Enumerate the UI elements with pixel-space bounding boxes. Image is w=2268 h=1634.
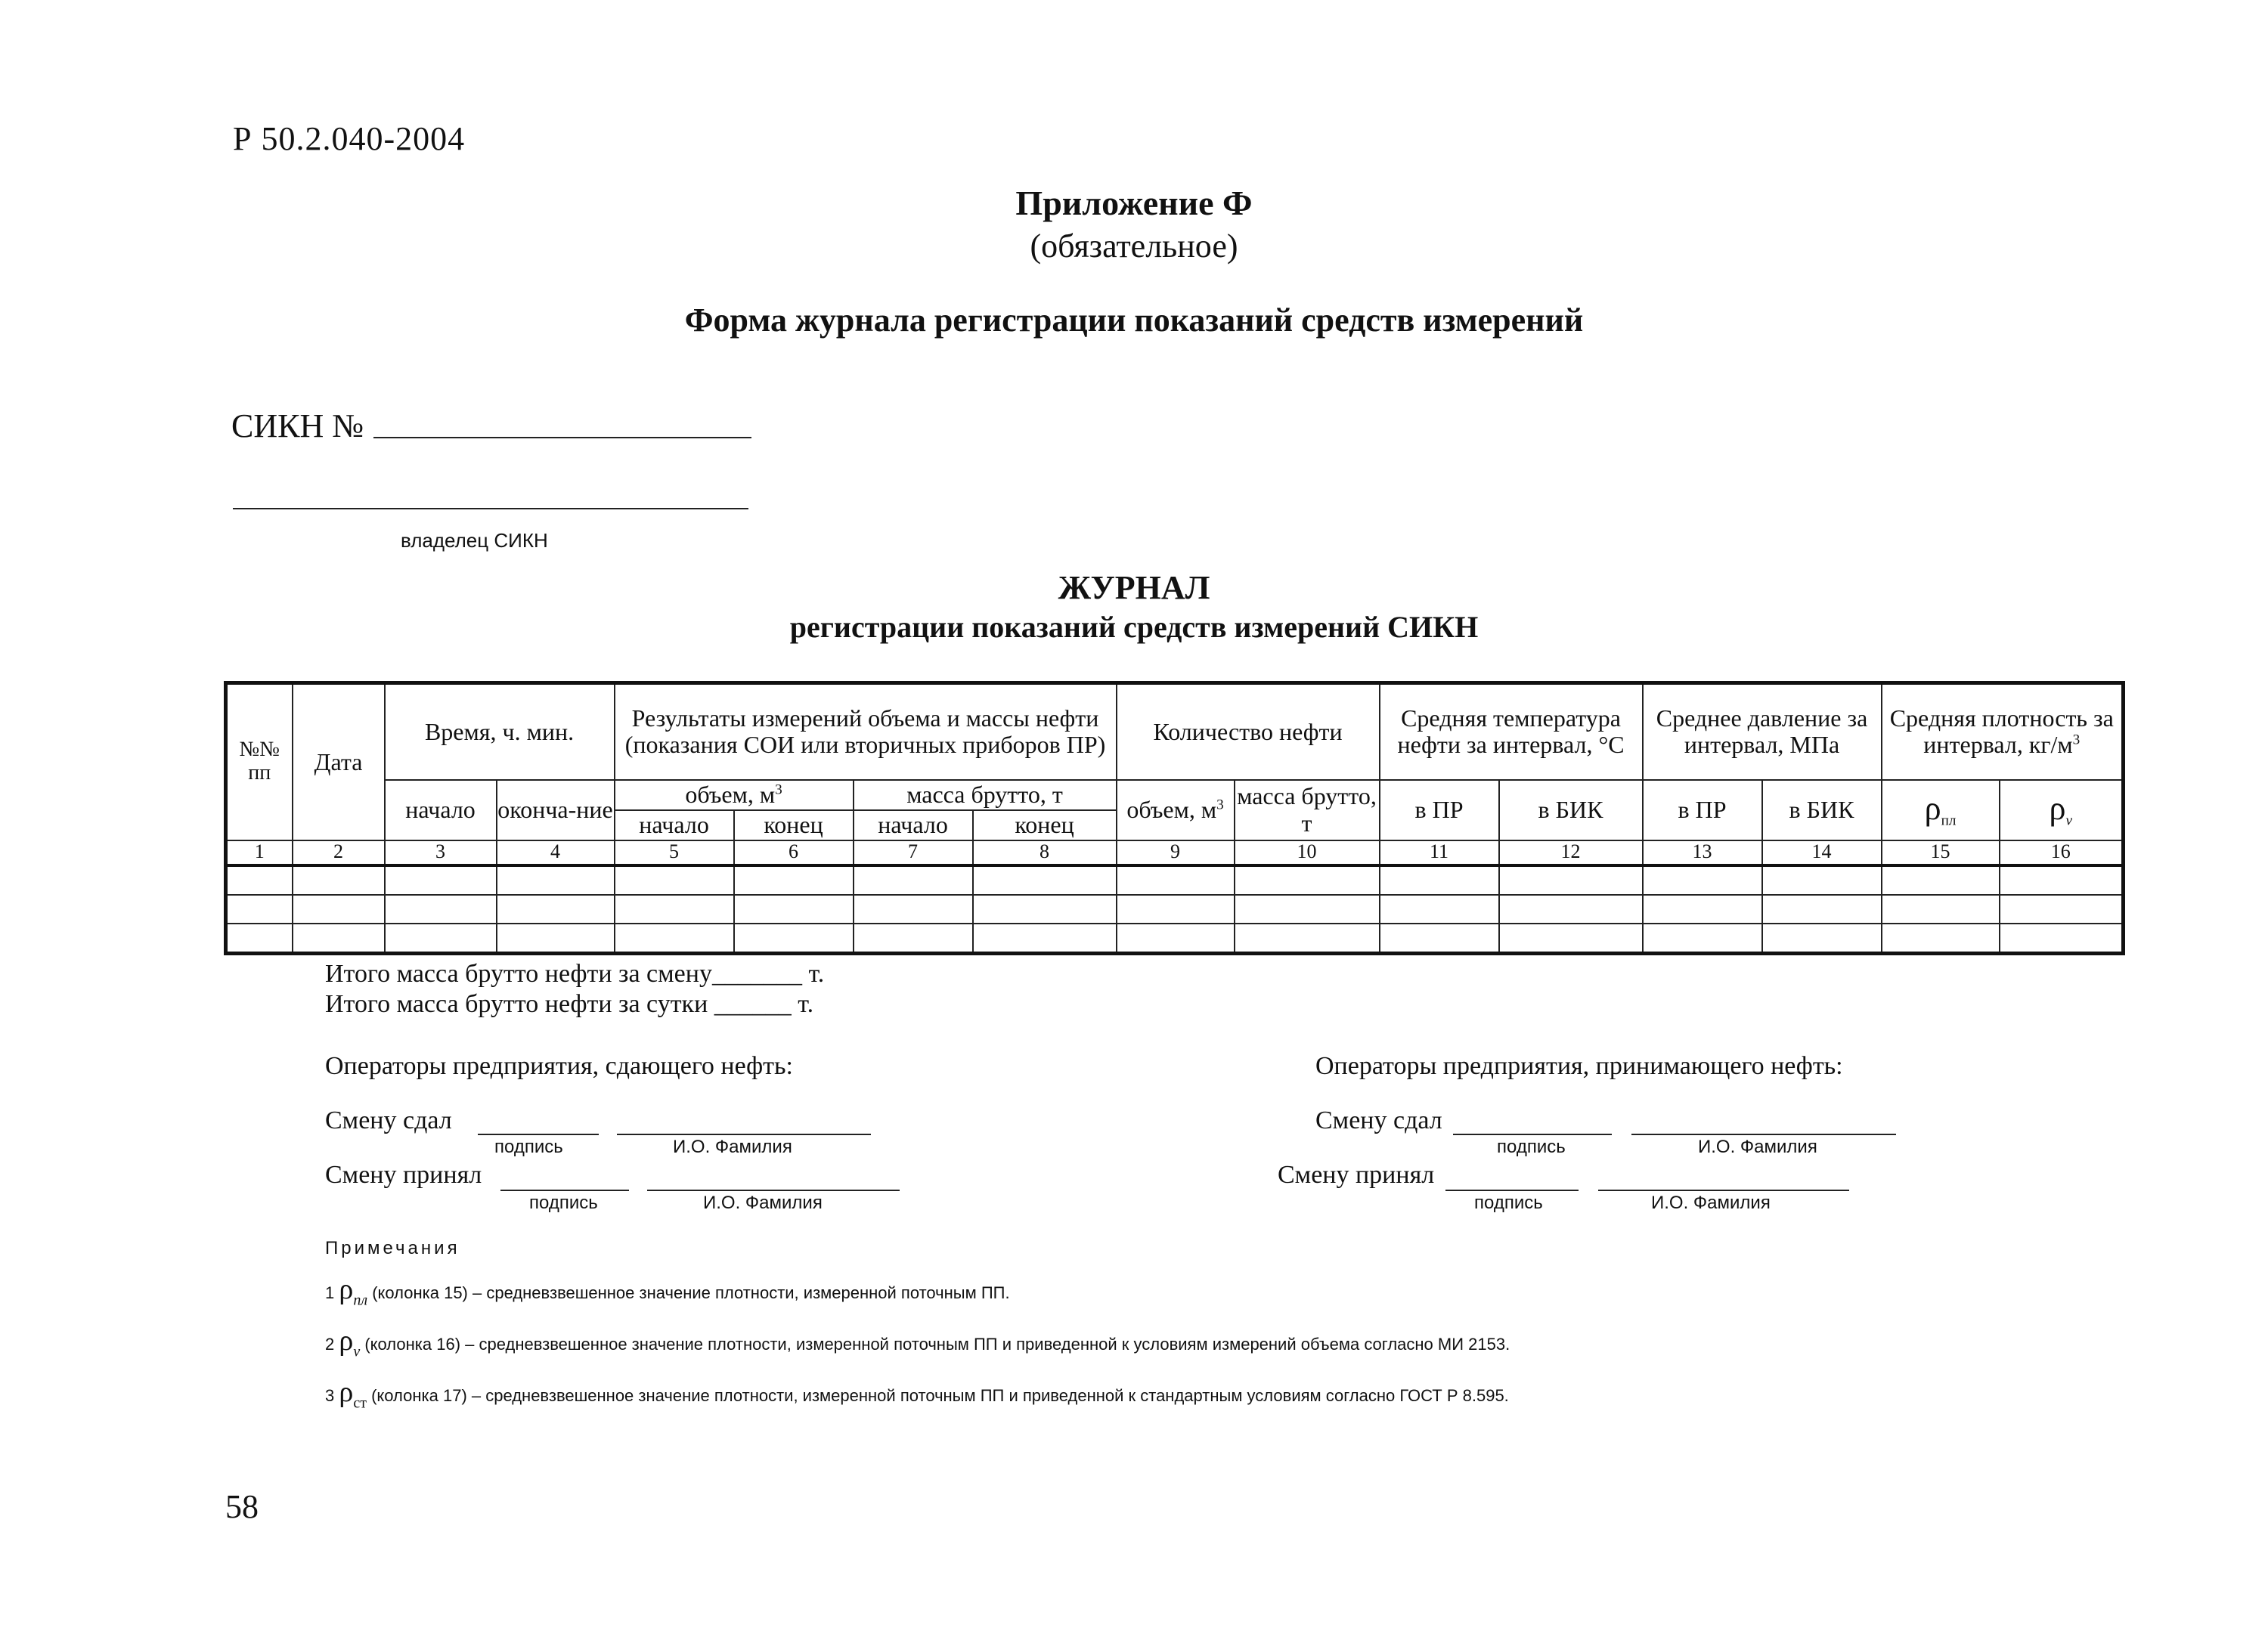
right-handed-signature-caption: подпись [1497, 1137, 1566, 1157]
table-cell[interactable] [1643, 865, 1762, 895]
right-handed-name-caption: И.О. Фамилия [1698, 1137, 1817, 1157]
column-number-9: 9 [1117, 840, 1235, 865]
left-accepted-signature-blank[interactable] [500, 1190, 629, 1191]
col-header-rho-v: $\rho_v$ [2000, 780, 2124, 840]
journal-subtitle: регистрации показаний средств измерений СИКН [789, 610, 1479, 644]
notes-title: Примечания [325, 1238, 460, 1258]
table-cell[interactable] [293, 895, 385, 924]
table-row [226, 865, 2124, 895]
col-header-pressure-pr: в ПР [1643, 780, 1762, 840]
owner-caption: владелец СИКН [401, 529, 548, 552]
column-number-11: 11 [1380, 840, 1499, 865]
col-header-mass-gross: масса брутто, т [854, 780, 1117, 810]
column-number-16: 16 [2000, 840, 2124, 865]
table-cell[interactable] [1499, 895, 1643, 924]
table-cell[interactable] [1762, 924, 1882, 954]
table-cell[interactable] [385, 865, 497, 895]
table-cell[interactable] [1117, 924, 1235, 954]
table-cell[interactable] [1762, 895, 1882, 924]
table-cell[interactable] [497, 865, 615, 895]
table-cell[interactable] [734, 895, 854, 924]
table-cell[interactable] [2000, 924, 2124, 954]
sikn-number-blank[interactable] [373, 437, 751, 438]
appendix-title: Приложение Ф [1015, 184, 1253, 222]
total-day: Итого масса брутто нефти за сутки ______ т. [325, 990, 814, 1018]
right-handed-signature-blank[interactable] [1453, 1134, 1612, 1135]
table-cell[interactable] [293, 865, 385, 895]
left-accepted-signature-caption: подпись [529, 1193, 598, 1213]
total-shift: Итого масса брутто нефти за смену_______ т. [325, 960, 825, 988]
col-header-results: Результаты измерений объема и массы нефти (показания СОИ или вторичных приборов ПР) [615, 683, 1117, 780]
table-row [226, 924, 2124, 954]
table-cell[interactable] [973, 865, 1117, 895]
col-header-rho-pl: $\rho_{пл}$ [1882, 780, 2000, 840]
table-cell[interactable] [854, 924, 973, 954]
column-number-12: 12 [1499, 840, 1643, 865]
col-header-pressure-bik: в БИК [1762, 780, 1882, 840]
table-cell[interactable] [1762, 865, 1882, 895]
journal-table [224, 681, 2125, 955]
page-number: 58 [225, 1488, 259, 1525]
left-handed-name-caption: И.О. Фамилия [673, 1137, 792, 1157]
col-header-pressure: Среднее давление за интервал, МПа [1643, 683, 1882, 780]
sending-operators-label: Операторы предприятия, сдающего нефть: [325, 1052, 793, 1080]
column-number-15: 15 [1882, 840, 2000, 865]
table-cell[interactable] [1643, 924, 1762, 954]
left-handed-signature-caption: подпись [494, 1137, 563, 1157]
column-number-7: 7 [854, 840, 973, 865]
table-cell[interactable] [1380, 895, 1499, 924]
column-number-14: 14 [1762, 840, 1882, 865]
table-cell[interactable] [615, 895, 734, 924]
left-shift-handed-label: Смену сдал [325, 1106, 452, 1134]
table-cell[interactable] [615, 865, 734, 895]
left-accepted-name-blank[interactable] [647, 1190, 900, 1191]
form-title: Форма журнала регистрации показаний средств измерений [684, 302, 1584, 339]
sikn-number-label: СИКН № [231, 407, 364, 444]
table-cell[interactable] [2000, 895, 2124, 924]
col-header-temp-bik: в БИК [1499, 780, 1643, 840]
note-2: 2 $\rho_v$ (колонка 16) – средневзвешенное значение плотности, измеренной поточным ПП и приведенной к условиям измерений объема согласно МИ 2153. [325, 1325, 1510, 1360]
col-header-time-end: оконча-ние [497, 780, 615, 840]
col-header-qty-mass: масса брутто, т [1235, 780, 1380, 840]
column-number-3: 3 [385, 840, 497, 865]
table-cell[interactable] [497, 924, 615, 954]
column-number-8: 8 [973, 840, 1117, 865]
left-handed-signature-blank[interactable] [478, 1134, 599, 1135]
table-cell[interactable] [734, 924, 854, 954]
sikn-owner-blank[interactable] [233, 508, 748, 509]
document-code: Р 50.2.040-2004 [233, 120, 466, 157]
column-number-13: 13 [1643, 840, 1762, 865]
col-header-volume-end: конец [734, 810, 854, 840]
col-header-volume: объем, $м^3$ [615, 780, 854, 810]
col-header-num: №№ пп [226, 683, 293, 840]
col-header-density: Средняя плотность за интервал, $кг/м^3$ [1882, 683, 2124, 780]
table-cell[interactable] [1117, 865, 1235, 895]
left-accepted-name-caption: И.О. Фамилия [703, 1193, 823, 1213]
note-1: 1 $\rho_{пл}$ (колонка 15) – средневзвешенное значение плотности, измеренной поточным ПП. [325, 1273, 1010, 1309]
col-header-temp-pr: в ПР [1380, 780, 1499, 840]
table-cell[interactable] [226, 924, 293, 954]
note-3: 3 $\rho_{ст}$ (колонка 17) – средневзвешенное значение плотности, измеренной поточным ПП и приведенной к стандартным условиям согласно ГОСТ Р 8.595. [325, 1376, 1509, 1412]
column-number-6: 6 [734, 840, 854, 865]
table-cell[interactable] [1882, 924, 2000, 954]
table-cell[interactable] [854, 865, 973, 895]
journal-title: ЖУРНАЛ [1058, 569, 1210, 606]
table-cell[interactable] [1882, 895, 2000, 924]
right-accepted-name-blank[interactable] [1598, 1190, 1849, 1191]
right-accepted-signature-caption: подпись [1474, 1193, 1543, 1213]
col-header-time-start: начало [385, 780, 497, 840]
table-cell[interactable] [1235, 924, 1380, 954]
table-cell[interactable] [854, 895, 973, 924]
table-cell[interactable] [615, 924, 734, 954]
col-header-temperature: Средняя температура нефти за интервал, °С [1380, 683, 1643, 780]
column-number-4: 4 [497, 840, 615, 865]
table-cell[interactable] [1235, 865, 1380, 895]
right-shift-handed-label: Смену сдал [1315, 1106, 1442, 1134]
table-cell[interactable] [1499, 865, 1643, 895]
column-number-2: 2 [293, 840, 385, 865]
col-header-qty-volume: объем, $м^3$ [1117, 780, 1235, 840]
table-cell[interactable] [226, 865, 293, 895]
table-cell[interactable] [1235, 895, 1380, 924]
right-handed-name-blank[interactable] [1631, 1134, 1896, 1135]
col-header-mass-start: начало [854, 810, 973, 840]
left-shift-accepted-label: Смену принял [325, 1161, 482, 1189]
column-number-1: 1 [226, 840, 293, 865]
table-cell[interactable] [2000, 865, 2124, 895]
table-cell[interactable] [497, 895, 615, 924]
table-cell[interactable] [1643, 895, 1762, 924]
col-header-volume-start: начало [615, 810, 734, 840]
table-cell[interactable] [385, 895, 497, 924]
col-header-time: Время, ч. мин. [385, 683, 615, 780]
table-cell[interactable] [1882, 865, 2000, 895]
receiving-operators-label: Операторы предприятия, принимающего нефть: [1315, 1052, 1843, 1080]
table-cell[interactable] [973, 924, 1117, 954]
table-cell[interactable] [734, 865, 854, 895]
appendix-subtitle: (обязательное) [1030, 227, 1238, 265]
column-number-10: 10 [1235, 840, 1380, 865]
col-header-oil-qty: Количество нефти [1117, 683, 1380, 780]
table-cell[interactable] [1380, 865, 1499, 895]
table-cell[interactable] [1499, 924, 1643, 954]
table-row [226, 895, 2124, 924]
col-header-date: Дата [293, 683, 385, 840]
left-handed-name-blank[interactable] [617, 1134, 871, 1135]
right-accepted-signature-blank[interactable] [1445, 1190, 1579, 1191]
table-cell[interactable] [1117, 895, 1235, 924]
table-cell[interactable] [226, 895, 293, 924]
right-shift-accepted-label: Смену принял [1278, 1161, 1435, 1189]
column-number-5: 5 [615, 840, 734, 865]
table-cell[interactable] [1380, 924, 1499, 954]
table-cell[interactable] [293, 924, 385, 954]
right-accepted-name-caption: И.О. Фамилия [1651, 1193, 1771, 1213]
table-cell[interactable] [973, 895, 1117, 924]
col-header-mass-end: конец [973, 810, 1117, 840]
table-cell[interactable] [385, 924, 497, 954]
